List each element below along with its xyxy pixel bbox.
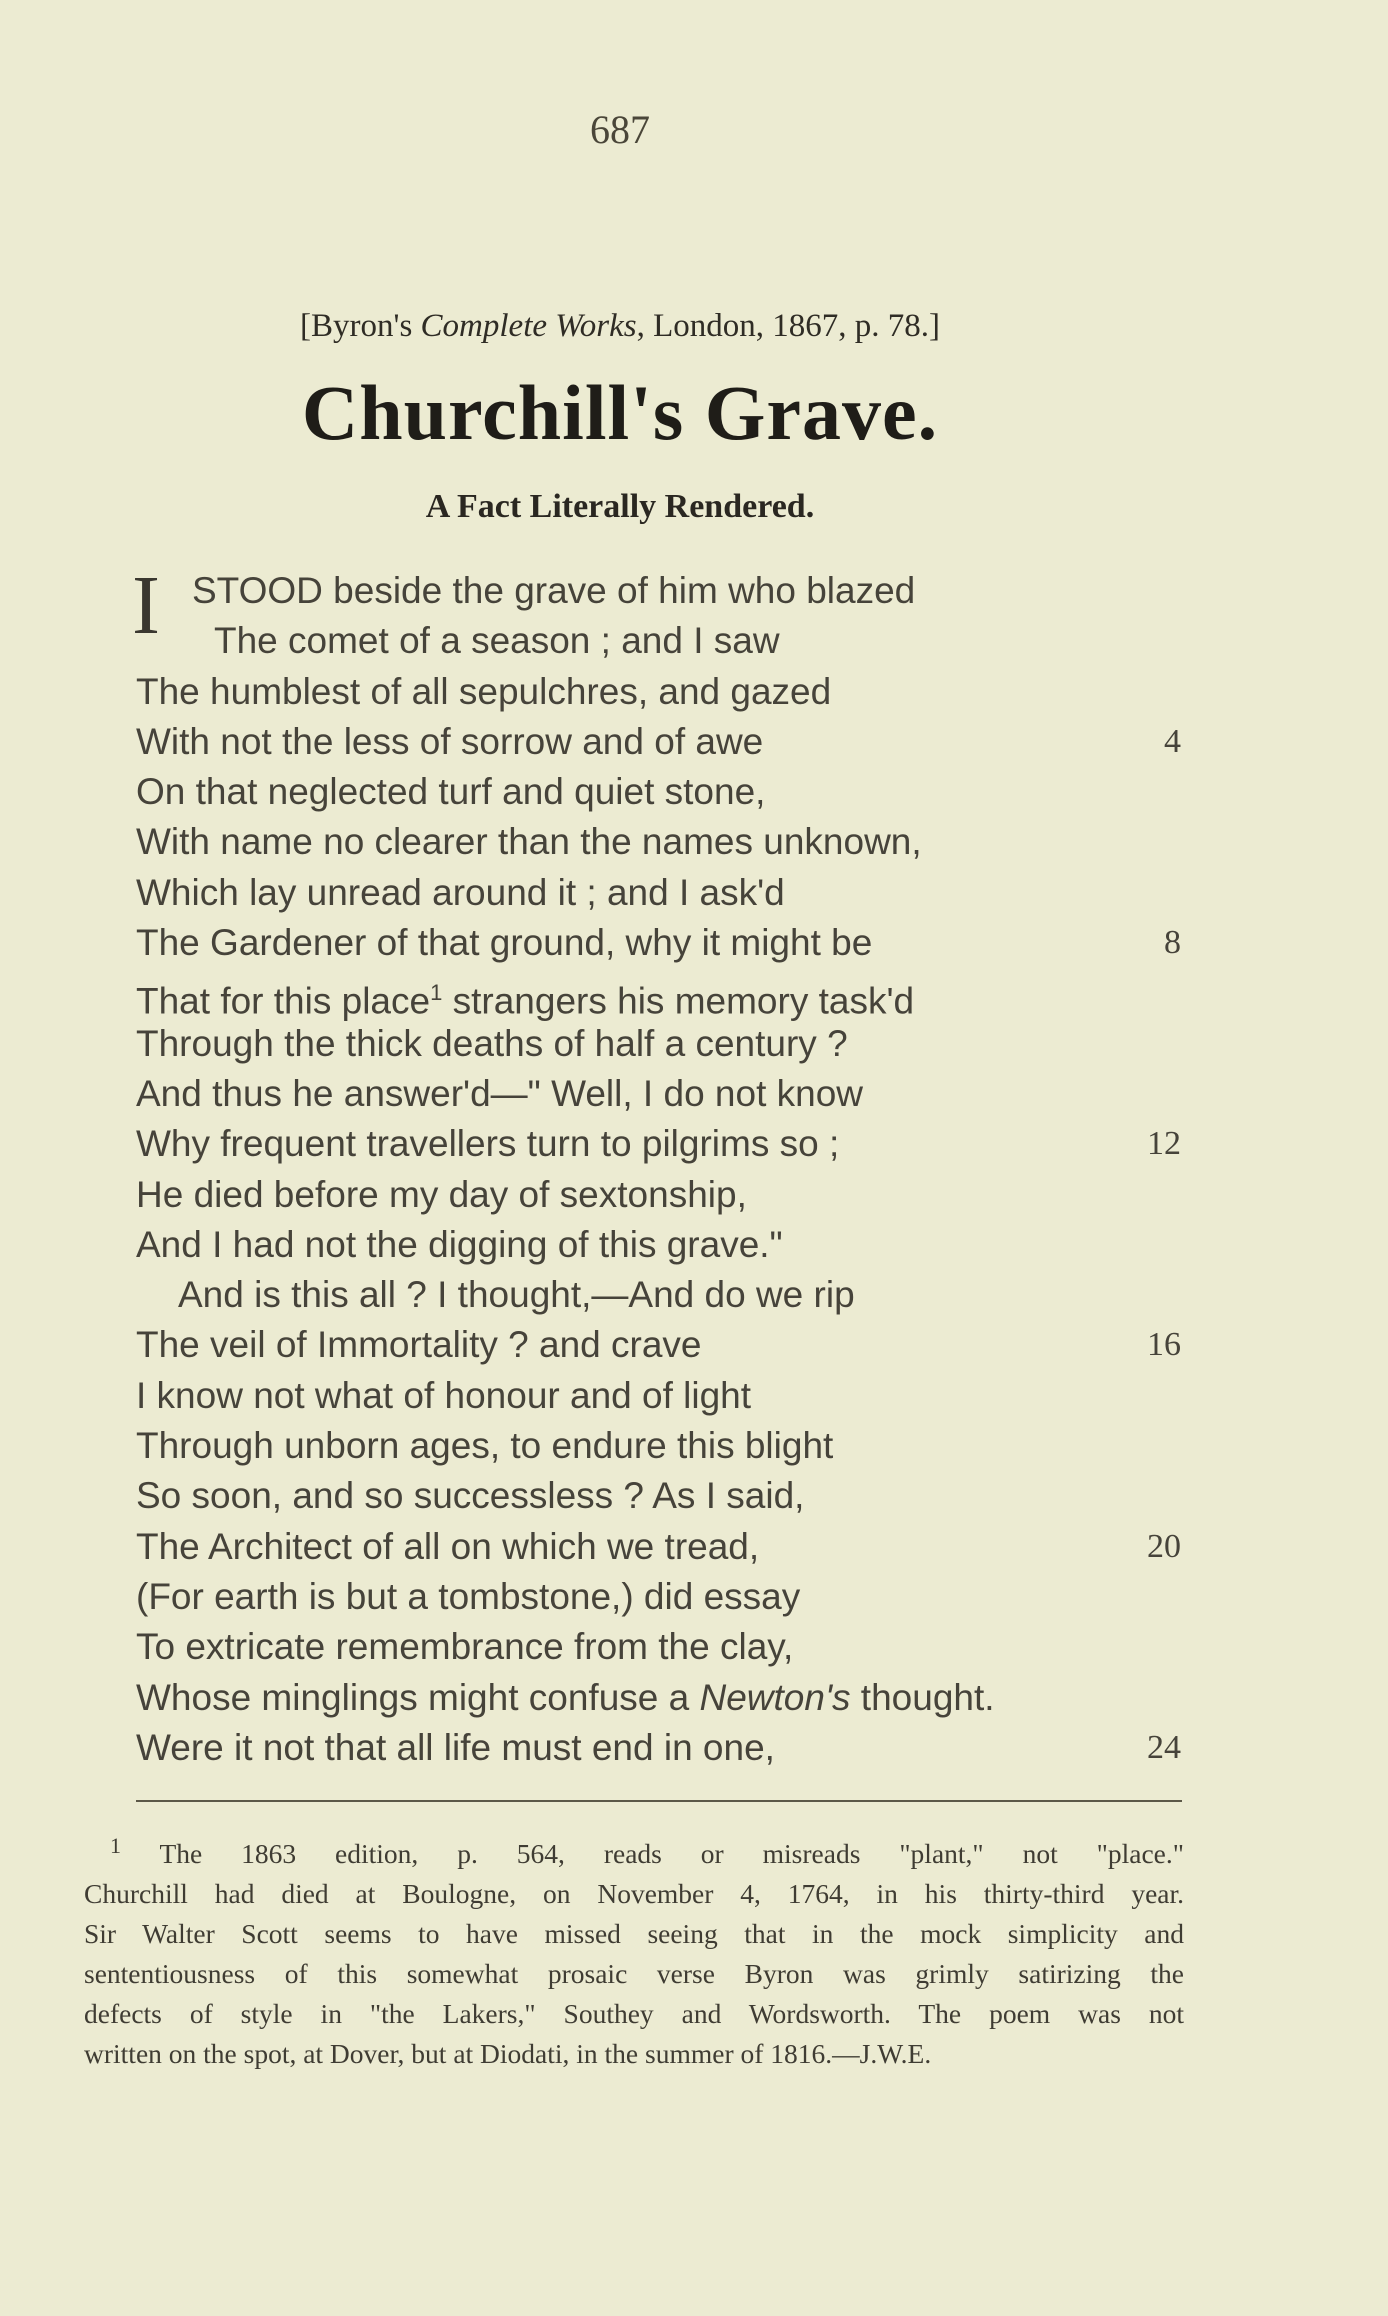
poem-line bbox=[136, 767, 1181, 817]
poem-line bbox=[136, 1723, 1181, 1773]
poem-body bbox=[132, 559, 1181, 1773]
poem-line bbox=[136, 1522, 1181, 1572]
poem-line-text bbox=[136, 1673, 995, 1723]
poem-line-text: (For earth is but a tombstone,) did essay bbox=[136, 1575, 801, 1617]
poem-line-text: And is this all ? I thought,—And do we rip bbox=[178, 1274, 855, 1316]
poem-line-text: On that neglected turf and quiet stone, bbox=[136, 771, 766, 813]
source-citation bbox=[0, 308, 1240, 345]
poem-line-text: Were it not that all life must end in one, bbox=[136, 1726, 775, 1768]
poem-line-text: With name no clearer than the names unknown, bbox=[136, 821, 922, 863]
poem-line bbox=[136, 667, 1181, 717]
footnote-divider bbox=[136, 1800, 1182, 1802]
line-number: 12 bbox=[1147, 1125, 1181, 1163]
poem-line bbox=[136, 717, 1181, 767]
footnote-reference: 1 bbox=[430, 980, 443, 1006]
poem-line-text: I know not what of honour and of light bbox=[136, 1374, 752, 1416]
poem-line-text: The comet of a season ; and I saw bbox=[214, 620, 780, 662]
poem-line-text: The Architect of all on which we tread, bbox=[136, 1525, 760, 1567]
poem-line-text: With not the less of sorrow and of awe bbox=[136, 720, 764, 762]
poem-line bbox=[136, 1622, 1181, 1672]
poem-line bbox=[136, 817, 1181, 867]
poem-line bbox=[136, 1471, 1181, 1521]
footnote-line: Churchill had died at Boulogne, on November 4, 1764, in his thirty-third year. bbox=[84, 1878, 1184, 1910]
poem-line bbox=[136, 1220, 1181, 1270]
poem-line-text: So soon, and so successless ? As I said, bbox=[136, 1475, 805, 1517]
poem-line bbox=[136, 1320, 1181, 1370]
poem-line bbox=[136, 1371, 1181, 1421]
footnote-line: defects of style in "the Lakers," Southey and Wordsworth. The poem was not bbox=[84, 1998, 1184, 2030]
poem-line-text-before: That for this place bbox=[136, 980, 431, 1022]
poem-line-text-after: thought. bbox=[850, 1676, 995, 1718]
footnote-line: written on the spot, at Dover, but at Diodati, in the summer of 1816.—J.W.E. bbox=[84, 2038, 932, 2070]
poem-line-text: The Gardener of that ground, why it might be bbox=[136, 922, 873, 964]
footnote-line: sententiousness of this somewhat prosaic verse Byron was grimly satirizing the bbox=[84, 1958, 1184, 1990]
poem-line bbox=[136, 1019, 1181, 1069]
source-rest: , London, 1867, p. 78.] bbox=[636, 308, 940, 344]
poem-line-text: The veil of Immortality ? and crave bbox=[136, 1324, 702, 1366]
poem-line bbox=[136, 1170, 1181, 1220]
poem-line-text: And I had not the digging of this grave." bbox=[136, 1223, 783, 1265]
poem-line-text: STOOD beside the grave of him who blazed bbox=[192, 570, 916, 611]
poem-line-text-after: strangers his memory task'd bbox=[442, 980, 915, 1022]
poem-line bbox=[136, 1421, 1181, 1471]
poem-line bbox=[136, 1572, 1181, 1622]
poem-line bbox=[136, 1673, 1181, 1723]
line-number: 4 bbox=[1164, 722, 1181, 760]
line-number: 20 bbox=[1147, 1527, 1181, 1565]
footnote bbox=[84, 1826, 1184, 2074]
poem-title: Churchill's Grave. bbox=[301, 369, 939, 456]
poem-line bbox=[136, 968, 1181, 1022]
poem-line-text: Through the thick deaths of half a century ? bbox=[136, 1022, 848, 1064]
poem-line bbox=[136, 918, 1181, 968]
line-number: 8 bbox=[1164, 924, 1181, 962]
poem-subtitle: A Fact Literally Rendered. bbox=[425, 488, 815, 525]
poem-line-text: Which lay unread around it ; and I ask'd bbox=[136, 871, 785, 913]
poem-line bbox=[136, 616, 1181, 666]
poem-line-text: The humblest of all sepulchres, and gazed bbox=[136, 670, 832, 712]
line-number: 24 bbox=[1147, 1728, 1181, 1766]
source-work-title: Complete Works bbox=[420, 308, 637, 344]
poem-line bbox=[136, 1069, 1181, 1119]
line-number: 16 bbox=[1147, 1326, 1181, 1364]
poem-line bbox=[136, 1270, 1181, 1320]
footnote-line: Sir Walter Scott seems to have missed seeing that in the mock simplicity and bbox=[84, 1918, 1184, 1950]
footnote-line bbox=[84, 1826, 1184, 1874]
footnote-marker: 1 bbox=[110, 1833, 121, 1858]
italic-name: Newton's bbox=[699, 1676, 851, 1718]
poem-line-text: Why frequent travellers turn to pilgrims so ; bbox=[136, 1123, 840, 1165]
poem-line-text: And thus he answer'd—" Well, I do not know bbox=[136, 1072, 864, 1114]
poem-line-text-before: Whose minglings might confuse a bbox=[136, 1676, 700, 1718]
poem-line bbox=[136, 1119, 1181, 1169]
poem-line-text: Through unborn ages, to endure this blight bbox=[136, 1425, 834, 1467]
poem-line-text: He died before my day of sextonship, bbox=[136, 1173, 747, 1215]
footnote-line-text: The 1863 edition, p. 564, reads or misreads "plant," not "place." bbox=[159, 1838, 1184, 1870]
drop-cap: I bbox=[132, 559, 160, 652]
poem-line-text: To extricate remembrance from the clay, bbox=[136, 1626, 794, 1668]
source-open: [Byron's bbox=[300, 308, 421, 344]
poem-line bbox=[136, 868, 1181, 918]
page-number: 687 bbox=[590, 107, 650, 152]
